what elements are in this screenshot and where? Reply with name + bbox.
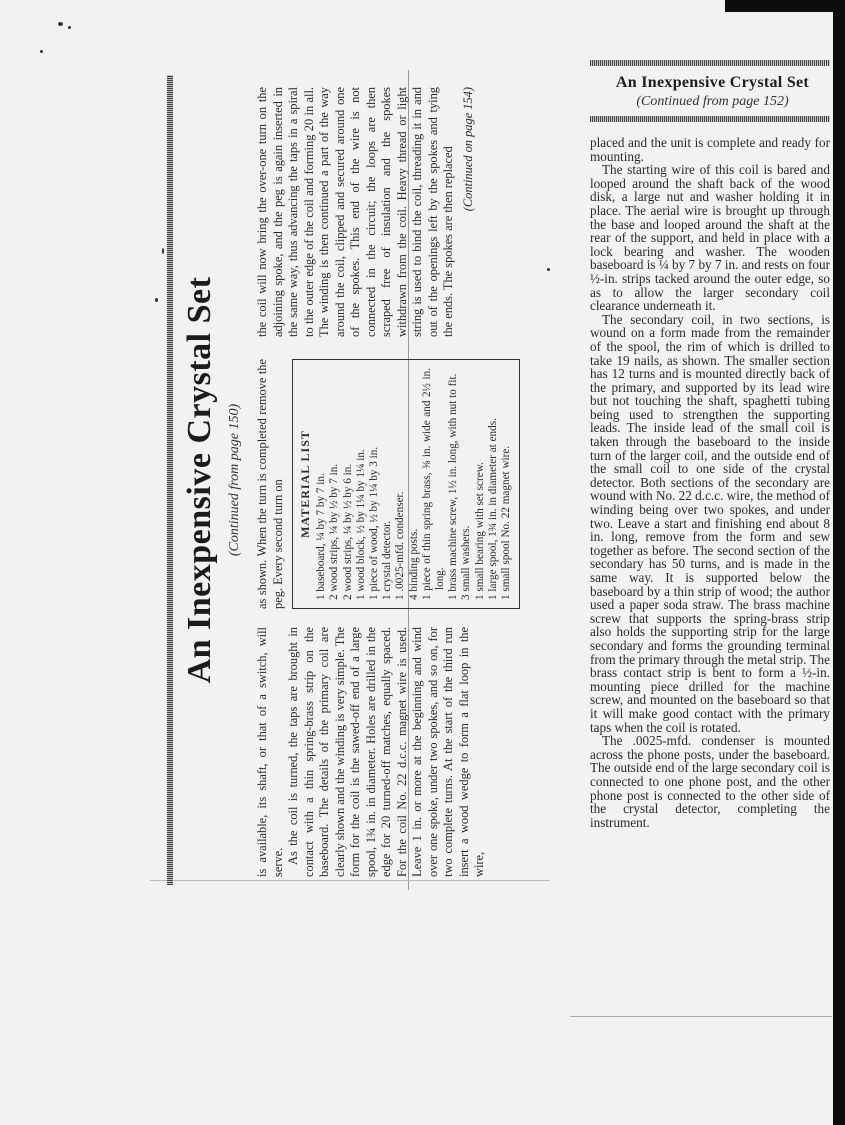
scan-border-top <box>725 0 845 12</box>
paragraph: As the coil is turned, the taps are brought in contact with a thin spring-brass strip on the baseboard. The details of the primary coil are clearly shown and the winding is very simple. The form for the coil is the sawed-off end of a large spool, 1¾ in. in diameter. Holes are drilled in the edge for 20 turned-off matches, equally spaced. For the coil No. 22 d.c.c. magnet wire is used. Leave 1 in. or more at the beginning and wind over one spoke, under two spokes, and so on, for two complete turns. At the start of the third run insert a wood wedge to form a flat loop in the wire, <box>286 627 486 877</box>
scan-border-right <box>833 0 845 1125</box>
material-item: 1 large spool, 1¾ in. in diameter at ends. <box>486 418 499 600</box>
material-list-box <box>292 359 520 609</box>
material-item: 2 wood strips, ¼ by ½ by 6 in. <box>341 463 354 600</box>
page-end-rule <box>570 1016 832 1017</box>
speck-mark <box>68 26 71 29</box>
material-item: 1 brass machine screw, 1½ in. long, with nut to fit. <box>447 373 460 600</box>
material-item: 3 small washers. <box>460 525 473 600</box>
rotated-article-page <box>150 70 570 890</box>
material-item: 1 .0025-mfd. condenser. <box>394 491 407 600</box>
paragraph: placed and the unit is complete and ready for mounting. <box>590 135 830 164</box>
top-rule <box>590 60 830 66</box>
title-rule <box>167 75 173 885</box>
article-subtitle: (Continued from page 150) <box>227 403 242 557</box>
continuation-subtitle: (Continued from page 152) <box>636 94 789 109</box>
paragraph: is available, its shaft, or that of a switch, will serve. <box>255 627 285 877</box>
paragraph: The secondary coil, in two sections, is wound on a form made from the remainder of the spool, the rim of which is drilled to take 19 nails, as shown. The smaller section has 12 turns and is mounted directly back of the primary, and supported by its lead wire but not touching the shaft, spaghetti tubing being used to strengthen the supporting leads. The inside lead of the small coil is taken through the baseboard to the inside turn of the larger coil, and the outside end of the small coil to one side of the crystal detector. Both sections of the secondary are wound with No. 22 d.c.c. wire, the method of winding being over two spokes, and under two. Leave a start and finishing end about 8 in. long, remove from the form and sew together as before. The second section of the secondary has 50 turns, and is made in the same way. It is supported below the baseboard by a thin strip of wood; the author used a paper soda straw. The brass machine screw that supports the spring-brass strip also holds the supporting strip for the large secondary and forms the grounding terminal from the primary through the metal strip. The brass contact strip is bent to form a ½-in. mounting piece drilled for the machine screw, and mounted on the baseboard so that it will make good contact with the primary taps when the coil is rotated. <box>590 311 831 735</box>
material-item: 1 piece of wood, ½ by 1¼ by 3 in. <box>368 446 381 600</box>
paragraph: as shown. When the turn is completed remove the peg. Every second turn on <box>255 359 285 609</box>
material-list-heading: MATERIAL LIST <box>298 430 312 538</box>
article-column-2 <box>255 359 555 609</box>
article-body <box>255 82 555 877</box>
speck-mark <box>40 50 43 53</box>
article-title: An Inexpensive Crystal Set <box>181 276 218 684</box>
bottom-rule <box>590 116 830 122</box>
material-item: 4 binding posts. <box>407 528 420 600</box>
paragraph: The starting wire of this coil is bared and looped around the shaft back of the wood disk, a large nut and washer holding it in place. The aerial wire is brought up through the base and looped around the shaft at the rear of the support, and held in place with a lock bearing and washer. The wooden baseboard is ¼ by 7 by 7 in. and rests on four ½-in. strips tacked around the outer edge, so as to allow the larger secondary coil clearance underneath it. <box>590 162 830 314</box>
material-item: 1 small spool No. 22 magnet wire. <box>500 445 513 600</box>
paragraph: the coil will now bring the over-one turn on the adjoining spoke, and the peg is again inserted in the same way, thus advancing the taps in a spiral to the outer edge of the coil and forming 20 in all. The winding is then continued a part of the way around the coil, clipped and secured around one of the spokes. This end of the wire is not connected in the circuit; the loops are then scraped free of insulation and the spokes withdrawn from the coil. Heavy thread or light string is used to bind the coil, threading it in and out of the openings left by the spokes and tying the ends. The spokes are then replaced <box>255 87 455 337</box>
continuation-column <box>590 60 835 829</box>
continuation-body <box>590 136 830 829</box>
material-item: 1 piece of thin spring brass, ⅜ in. wide and 2½ in. long. <box>420 368 447 600</box>
material-item: 2 wood strips, ¼ by ½ by 7 in. <box>328 463 341 600</box>
material-item: 1 small bearing with set screw. <box>473 462 486 600</box>
material-item: 1 wood block, ½ by 1¼ by 1¼ in. <box>354 449 367 600</box>
material-item: 1 baseboard, ¼ by 7 by 7 in. <box>315 473 328 600</box>
paragraph: The .0025-mfd. condenser is mounted across the phone posts, under the baseboard. The outside end of the large secondary coil is connected to one phone post, and the other phone post is connected to the other side of the crystal detector, completing the instrument. <box>590 733 830 830</box>
continued-note: (Continued on page 154) <box>460 87 475 212</box>
speck-mark <box>58 22 63 26</box>
article-column-3 <box>255 87 555 337</box>
continuation-title: An Inexpensive Crystal Set <box>615 74 810 91</box>
material-item: 1 crystal detector. <box>381 520 394 600</box>
article-column-1 <box>255 627 555 877</box>
